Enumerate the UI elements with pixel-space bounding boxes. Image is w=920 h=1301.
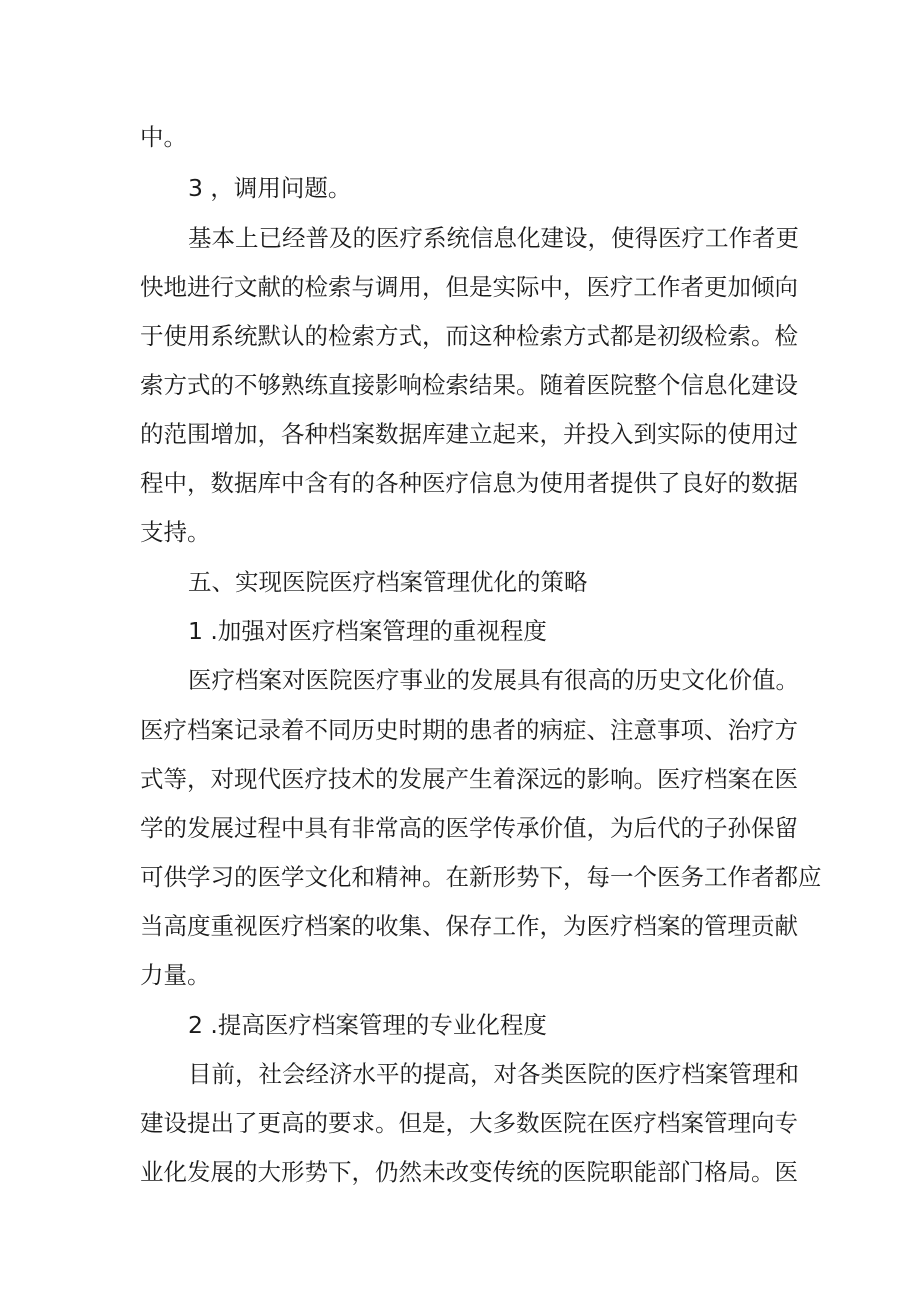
subheading-1: 1 .加强对医疗档案管理的重视程度 [188,617,547,645]
paragraph-1-tail: 中。 [140,123,187,151]
paragraph-3-line: 力量。 [140,961,211,989]
paragraph-2-line: 的范围增加，各种档案数据库建立起来，并投入到实际的使用过 [140,420,798,448]
paragraph-2-line: 于使用系统默认的检索方式，而这种检索方式都是初级检索。检 [140,322,798,350]
paragraph-2-line: 支持。 [140,518,211,546]
paragraph-3-line: 可供学习的医学文化和精神。在新形势下，每一个医务工作者都应 [140,863,822,891]
paragraph-3-line: 当高度重视医疗档案的收集、保存工作，为医疗档案的管理贡献 [140,912,798,940]
paragraph-2-line: 程中，数据库中含有的各种医疗信息为使用者提供了良好的数据 [140,469,798,497]
paragraph-2-line: 基本上已经普及的医疗系统信息化建设，使得医疗工作者更 [188,224,799,252]
section-5-title: 五、实现医院医疗档案管理优化的策略 [188,568,588,596]
paragraph-2-line: 快地进行文献的检索与调用，但是实际中，医疗工作者更加倾向 [140,273,798,301]
paragraph-3-line: 式等，对现代医疗技术的发展产生着深远的影响。医疗档案在医 [140,765,798,793]
paragraph-3-line: 医疗档案记录着不同历史时期的患者的病症、注意事项、治疗方 [140,716,798,744]
paragraph-4-line: 目前，社会经济水平的提高，对各类医院的医疗档案管理和 [188,1060,799,1088]
paragraph-4-line: 业化发展的大形势下，仍然未改变传统的医院职能部门格局。医 [140,1158,798,1186]
paragraph-3-line: 学的发展过程中具有非常高的医学传承价值，为后代的子孙保留 [140,814,798,842]
paragraph-2-line: 索方式的不够熟练直接影响检索结果。随着医院整个信息化建设 [140,371,798,399]
paragraph-3-line: 医疗档案对医院医疗事业的发展具有很高的历史文化价值。 [188,666,799,694]
paragraph-4-line: 建设提出了更高的要求。但是，大多数医院在医疗档案管理向专 [140,1109,798,1137]
heading-3: 3 ，调用问题。 [188,174,352,202]
subheading-2: 2 .提高医疗档案管理的专业化程度 [188,1011,547,1039]
